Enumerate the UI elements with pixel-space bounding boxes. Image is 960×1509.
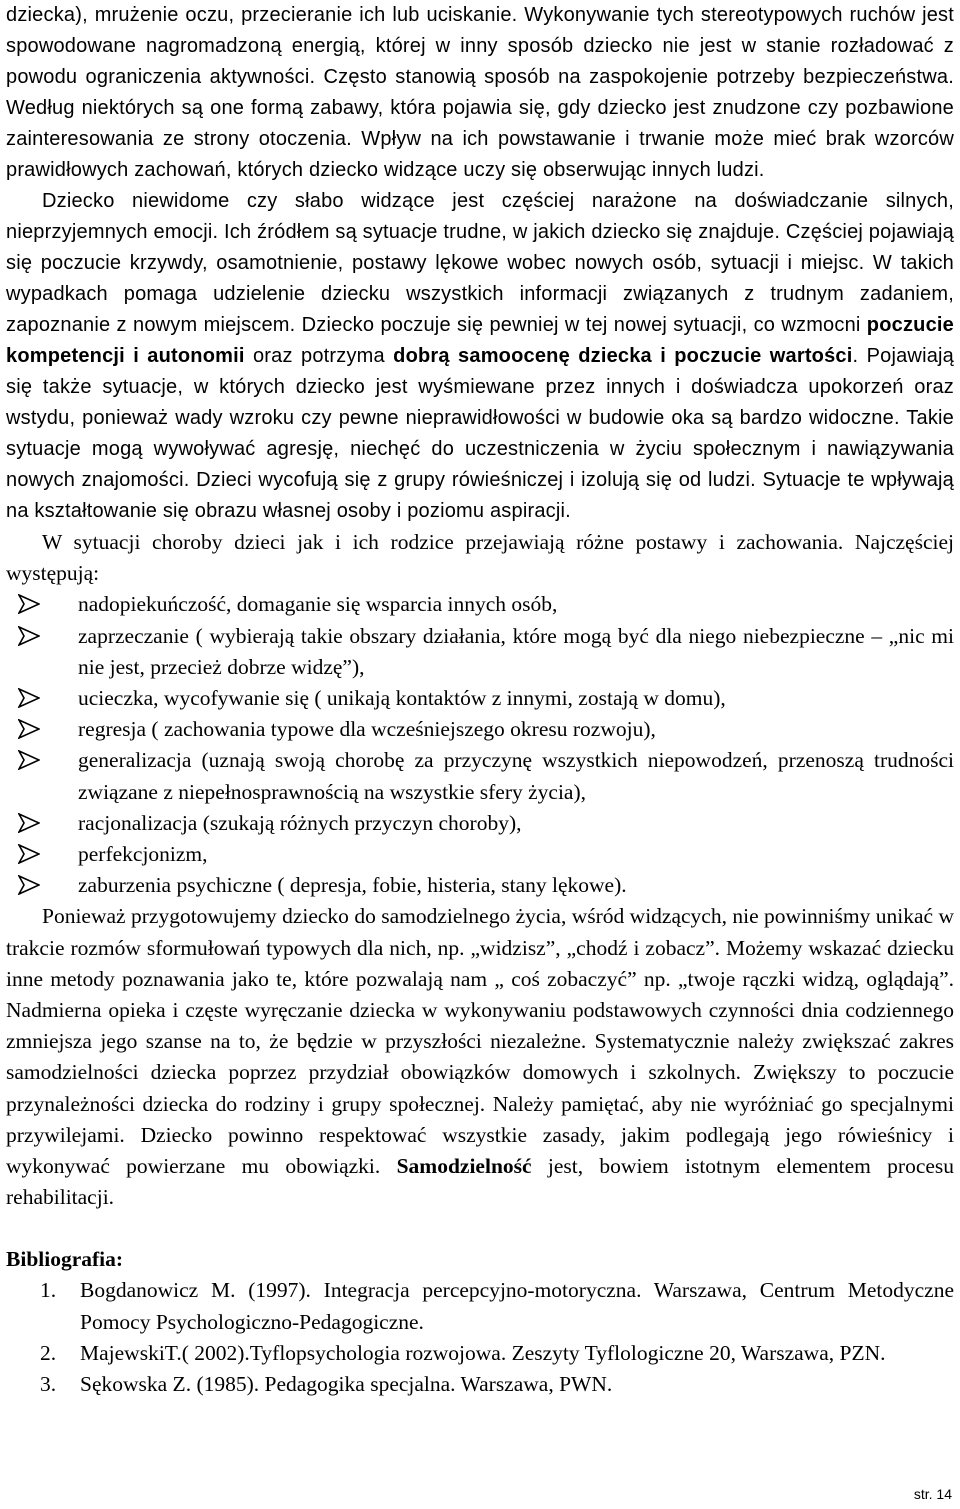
arrowhead-bullet-icon bbox=[18, 750, 40, 770]
list-item: ucieczka, wycofywanie się ( unikają kontaktów z innymi, zostają w domu), bbox=[6, 683, 954, 714]
bibliography-item: 3. Sękowska Z. (1985). Pedagogika specjalna. Warszawa, PWN. bbox=[40, 1372, 613, 1397]
arrowhead-bullet-icon bbox=[18, 688, 40, 708]
bold-phrase-competence: poczucie kompetencji i autonomii bbox=[6, 314, 954, 367]
bibliography-heading: Bibliografia: bbox=[6, 1247, 124, 1272]
paragraph-independence: Ponieważ przygotowujemy dziecko do samodzielnego życia, wśród widzących, nie powinniśmy unikać w trakcie rozmów sformułowań typowych dla nich, np. „widzisz”, „chodź i zobacz”. Możemy wskazać dziecku inne metody poznawania jako te, które pozwalają nam „ coś zobaczyć” np. „twoje rączki widzą, oglądają”. Nadmierna opieka i częste wyręczanie dziecka w wykonywaniu podstawowych czynności dnia codziennego zmniejsza jego szanse na to, że będzie w przyszłości niezależne. Systematycznie należy zwiększać zakres samodzielności dziecka poprzez przydział obowiązków domowych i szkolnych. Zwiększy to poczucie przynależności dziecka do rodziny i grupy społecznej. Należy pamiętać, aby nie wyróżniać go specjalnymi przywilejami. Dziecko powinno respektować wszystkie zasady, jakim podlegają jego rówieśnicy i wykonywać powierzane mu obowiązki. Samodzielność jest, bowiem istotnym elementem procesu rehabilitacji. bbox=[6, 904, 955, 1210]
paragraph-illness-attitudes: W sytuacji choroby dzieci jak i ich rodzice przejawiają różne postawy i zachowania. Najczęściej występują: bbox=[6, 530, 954, 586]
bibliography-list bbox=[6, 1275, 954, 1400]
arrowhead-bullet-icon bbox=[18, 875, 40, 895]
bibliography-item: 1. Bogdanowicz M. (1997). Integracja percepcyjno-motoryczna. Warszawa, Centrum Metodyczne Pomocy Psychologiczno-Pedagogiczne. bbox=[40, 1278, 954, 1334]
arrowhead-bullet-icon bbox=[18, 813, 40, 833]
arrowhead-bullet-icon bbox=[18, 626, 40, 646]
attitudes-list bbox=[6, 589, 954, 901]
page-number: str. 14 bbox=[913, 1486, 952, 1502]
list-item: perfekcjonizm, bbox=[6, 839, 954, 870]
list-item: zaburzenia psychiczne ( depresja, fobie, histeria, stany lękowe). bbox=[6, 870, 954, 901]
arrowhead-bullet-icon bbox=[18, 719, 40, 739]
bold-phrase-self-esteem: dobrą samoocenę dziecka i poczucie wartości bbox=[393, 345, 853, 367]
document-page bbox=[6, 0, 954, 1400]
paragraph-stereotypical-movements: dziecka), mrużenie oczu, przecieranie ich lub uciskanie. Wykonywanie tych stereotypowych ruchów jest spowodowane nagromadzoną energią, której w inny sposób dziecko nie jest w stanie rozładować z powodu ograniczenia aktywności. Często stanowią sposób na zaspokojenie potrzeby bezpieczeństwa. Według niektórych są one formą zabawy, która pojawia się, gdy dziecko jest znudzone czy pozbawione zainteresowania ze strony otoczenia. Wpływ na ich powstawanie i trwanie może mieć brak wzorców prawidłowych zachowań, których dziecko widzące uczy się obserwując innych ludzi. bbox=[6, 4, 954, 181]
list-item: regresja ( zachowania typowe dla wcześniejszego okresu rozwoju), bbox=[6, 714, 954, 745]
arrowhead-bullet-icon bbox=[18, 594, 40, 614]
list-item: nadopiekuńczość, domaganie się wsparcia innych osób, bbox=[6, 589, 954, 620]
list-item: racjonalizacja (szukają różnych przyczyn choroby), bbox=[6, 808, 954, 839]
bibliography-item: 2. MajewskiT.( 2002).Tyflopsychologia rozwojowa. Zeszyty Tyflologiczne 20, Warszawa, PZN. bbox=[40, 1340, 886, 1365]
list-item: zaprzeczanie ( wybierają takie obszary działania, które mogą być dla niego niebezpieczne – „nic mi nie jest, przecież dobrze widzę”), bbox=[6, 621, 954, 683]
paragraph-emotions: Dziecko niewidome czy słabo widzące jest częściej narażone na doświadczanie silnych, nieprzyjemnych emocji. Ich źródłem są sytuacje trudne, w jakich dziecko się znajduje. Częściej pojawiają się poczucie krzywdy, osamotnienie, postawy lękowe wobec nowych osób, sytuacji i miejsc. W takich wypadkach pomaga udzielenie dziecku wszystkich informacji związanych z trudnym zadaniem, zapoznanie z nowym miejscem. Dziecko poczuje się pewniej w tej nowej sytuacji, co wzmocni poczucie kompetencji i autonomii oraz potrzyma dobrą samoocenę dziecka i poczucie wartości. Pojawiają się także sytuacje, w których dziecko jest wyśmiewane przez innych i doświadcza upokorzeń oraz wstydu, ponieważ wady wzroku czy pewne nieprawidłowości w budowie oka są bardzo widoczne. Takie sytuacje mogą wywoływać agresję, niechęć do uczestniczenia w życiu społecznym i nawiązywania nowych znajomości. Dzieci wycofują się z grupy rówieśniczej i izolują się od ludzi. Sytuacje te wpływają na kształtowanie się obrazu własnej osoby i poziomu aspiracji. bbox=[6, 190, 954, 522]
arrowhead-bullet-icon bbox=[18, 844, 40, 864]
bold-word-independence: Samodzielność bbox=[396, 1154, 532, 1179]
list-item: generalizacja (uznają swoją chorobę za przyczynę wszystkich niepowodzeń, przenoszą trudności związane z niepełnosprawnością na wszystkie sfery życia), bbox=[6, 745, 954, 807]
